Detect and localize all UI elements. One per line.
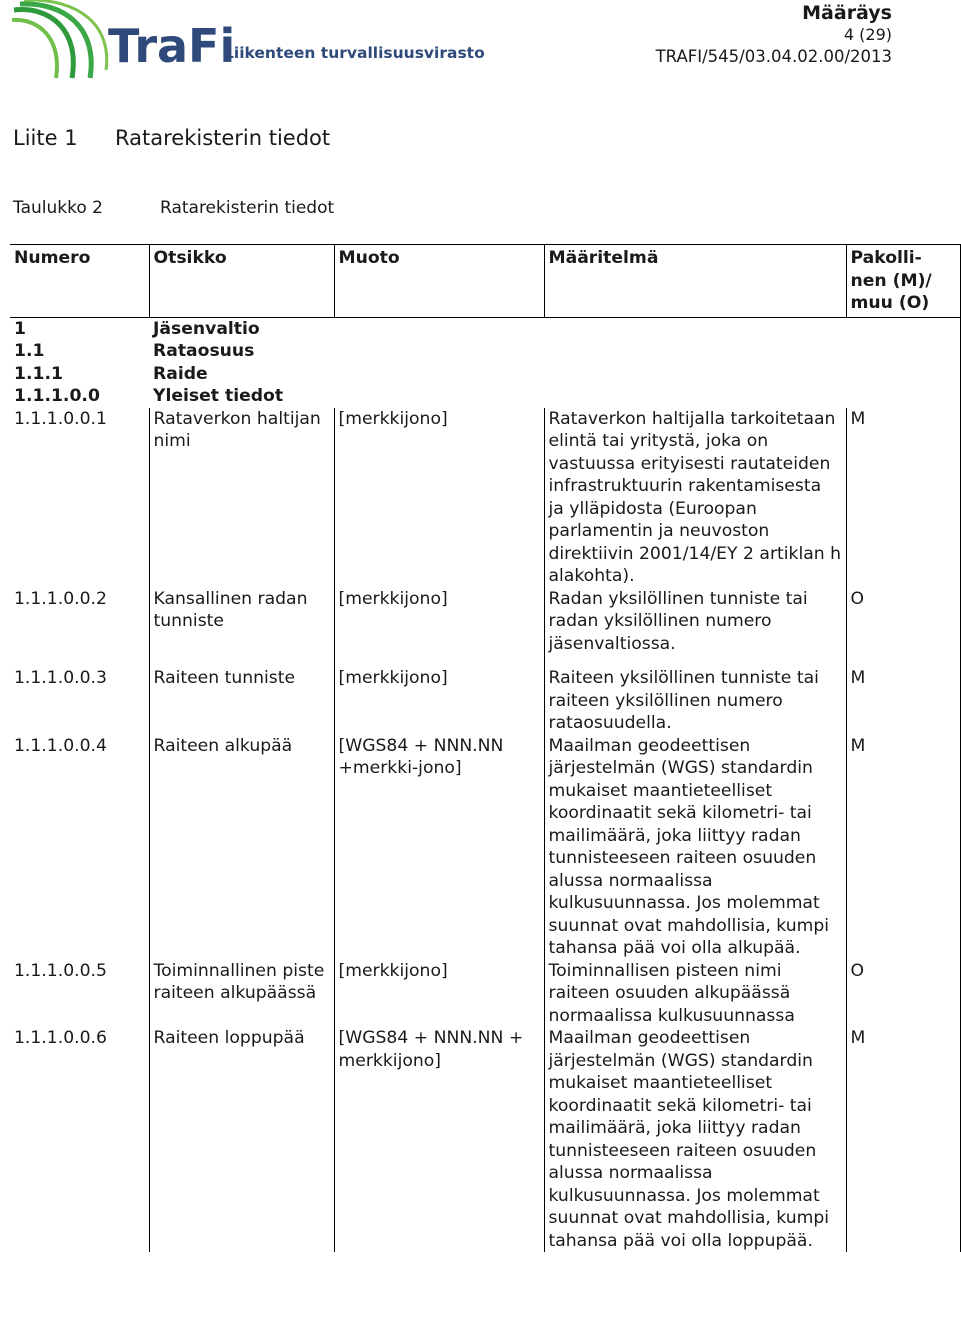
table-row [10, 960, 960, 1028]
row-mandatory: O [846, 588, 960, 668]
row-number: 1.1.1.0.0.5 [14, 960, 107, 981]
group-row [10, 385, 960, 408]
group-number: 1.1.1.0.0 [14, 386, 100, 406]
group-row [10, 340, 960, 363]
group-title: Rataosuus [149, 340, 960, 363]
table-caption [13, 198, 335, 218]
row-title: Toiminnallinen piste raiteen alkupäässä [149, 960, 334, 1028]
row-number: 1.1.1.0.0.1 [14, 408, 107, 429]
logo-wordmark: TraFi [108, 19, 236, 73]
row-title: Raiteen tunniste [149, 667, 334, 735]
group-number: 1.1 [14, 341, 45, 361]
group-number: 1.1.1 [14, 363, 63, 384]
header-format: Muoto [334, 245, 544, 318]
trafi-logo [10, 0, 485, 82]
table-row [10, 667, 960, 735]
row-title: Kansallinen radan tunniste [149, 588, 334, 668]
row-definition: Toiminnallisen pisteen nimi raiteen osuuden alkupäässä normaalissa kulkusuunnassa [544, 960, 846, 1028]
row-mandatory: M [846, 735, 960, 960]
row-definition: Maailman geodeettisen järjestelmän (WGS) standardin mukaiset maantieteelliset koordinaatit sekä kilometri- tai mailimäärä, joka liittyy radan tunnisteeseen raiteen osuuden alussa normaalissa kulkusuunnassa. Jos molemmat suunnat ovat mahdollisia, kumpi tahansa pää voi olla loppupää. [544, 1027, 846, 1252]
header-title: Otsikko [149, 245, 334, 318]
annex-label: Liite 1 [13, 126, 78, 150]
group-title: Jäsenvaltio [149, 317, 960, 340]
table-caption-label: Taulukko 2 [13, 198, 103, 218]
row-format: [WGS84 + NNN.NN +merkki-jono] [334, 735, 544, 960]
header-definition: Määritelmä [544, 245, 846, 318]
header-number: Numero [14, 248, 91, 268]
group-title: Yleiset tiedot [149, 385, 960, 408]
table-header-row [10, 245, 960, 318]
row-number: 1.1.1.0.0.3 [14, 668, 107, 688]
row-format: [merkkijono] [334, 960, 544, 1028]
register-table [10, 244, 961, 1252]
row-definition: Radan yksilöllinen tunniste tai radan yksilöllinen numero jäsenvaltiossa. [544, 588, 846, 668]
row-format: [merkkijono] [334, 588, 544, 668]
group-title: Raide [149, 363, 960, 386]
table-row [10, 408, 960, 588]
row-format: [merkkijono] [334, 408, 544, 588]
group-row [10, 363, 960, 386]
document-type: Määräys [802, 2, 892, 24]
agency-name: Liikenteen turvallisuusvirasto [224, 44, 485, 62]
annex-title: Ratarekisterin tiedot [115, 126, 331, 150]
row-definition: Maailman geodeettisen järjestelmän (WGS) standardin mukaiset maantieteelliset koordinaatit sekä kilometri- tai mailimäärä, joka liittyy radan tunnisteeseen raiteen osuuden alussa normaalissa kulkusuunnassa. Jos molemmat suunnat ovat mahdollisia, kumpi tahansa pää voi olla alkupää. [544, 735, 846, 960]
row-number: 1.1.1.0.0.2 [14, 588, 107, 609]
group-number: 1 [14, 318, 26, 339]
document-header [656, 2, 892, 68]
row-format: [merkkijono] [334, 667, 544, 735]
row-definition: Raiteen yksilöllinen tunniste tai raiteen yksilöllinen numero rataosuudella. [544, 667, 846, 735]
table-caption-title: Ratarekisterin tiedot [160, 198, 335, 218]
row-format: [WGS84 + NNN.NN + merkkijono] [334, 1027, 544, 1252]
table-row [10, 735, 960, 960]
page-number: 4 (29) [843, 25, 892, 44]
annex-heading [13, 126, 331, 150]
table-row [10, 588, 960, 668]
group-row [10, 317, 960, 340]
header-mandatory: Pakolli-nen (M)/ muu (O) [846, 245, 960, 318]
row-title: Rataverkon haltijan nimi [149, 408, 334, 588]
row-mandatory: M [846, 667, 960, 735]
row-mandatory: M [846, 408, 960, 588]
row-title: Raiteen alkupää [149, 735, 334, 960]
row-title: Raiteen loppupää [149, 1027, 334, 1252]
table-row [10, 1027, 960, 1252]
row-definition: Rataverkon haltijalla tarkoitetaan elintä tai yritystä, joka on vastuussa erityisesti rautateiden infrastruktuurin rakentamisesta ja ylläpidosta (Euroopan parlamentin ja neuvoston direktiivin 2001/14/EY 2 artiklan h alakohta). [544, 408, 846, 588]
row-number: 1.1.1.0.0.6 [14, 1028, 107, 1048]
row-mandatory: M [846, 1027, 960, 1252]
reference-number: TRAFI/545/03.04.02.00/2013 [655, 47, 892, 66]
row-number: 1.1.1.0.0.4 [14, 735, 107, 756]
row-mandatory: O [846, 960, 960, 1028]
